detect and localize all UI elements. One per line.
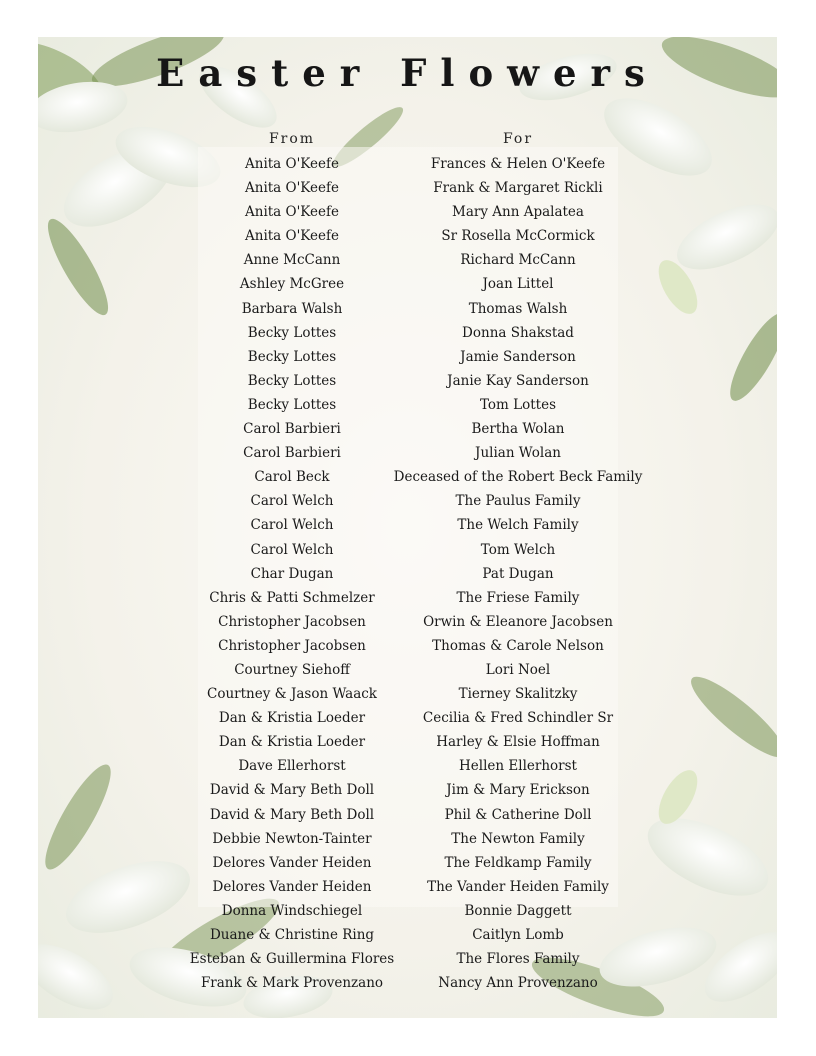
for-name: The Friese Family	[456, 589, 580, 606]
from-name: Becky Lottes	[247, 324, 337, 341]
for-name: The Vander Heiden Family	[427, 878, 609, 895]
from-name: Barbara Walsh	[241, 300, 343, 317]
for-name: Mary Ann Apalatea	[452, 204, 584, 221]
flower-page	[38, 37, 777, 1018]
from-name: Christopher Jacobsen	[218, 613, 366, 630]
for-name: Orwin & Eleanore Jacobsen	[423, 613, 613, 630]
for-column-header: For	[502, 131, 534, 147]
for-name: Janie Kay Sanderson	[447, 372, 589, 389]
from-name: Dan & Kristia Loeder	[218, 710, 366, 727]
for-name: The Flores Family	[456, 951, 580, 968]
for-name: Sr Rosella McCormick	[441, 228, 595, 245]
for-name: Joan Littel	[482, 276, 554, 293]
from-name: Anita O'Keefe	[245, 180, 339, 197]
from-name: Dave Ellerhorst	[238, 758, 346, 775]
from-name: Carol Welch	[250, 541, 334, 558]
for-name: Frank & Margaret Rickli	[433, 180, 603, 197]
page-title: Easter Flowers	[156, 51, 659, 95]
for-name: The Welch Family	[457, 517, 579, 534]
for-name: Julian Wolan	[475, 445, 561, 462]
for-name: Tom Welch	[480, 541, 556, 558]
from-name: Anita O'Keefe	[245, 204, 339, 221]
for-name: The Feldkamp Family	[444, 854, 592, 871]
for-name: Harley & Elsie Hoffman	[436, 734, 600, 751]
from-name: Duane & Christine Ring	[209, 927, 375, 943]
for-name: Caitlyn Lomb	[472, 927, 564, 943]
for-name: Tierney Skalitzky	[458, 686, 578, 703]
for-name: Thomas Walsh	[468, 300, 568, 317]
from-name: Carol Welch	[250, 517, 334, 534]
from-name: Courtney Siehoff	[234, 661, 350, 678]
for-name: Bonnie Daggett	[464, 902, 572, 919]
for-name: Deceased of the Robert Beck Family	[393, 469, 643, 486]
from-name: Carol Barbieri	[243, 421, 341, 438]
from-name: Courtney & Jason Waack	[207, 686, 377, 703]
for-name: Cecilia & Fred Schindler Sr	[422, 710, 614, 727]
from-name: Donna Windschiegel	[221, 902, 363, 919]
from-name: Delores Vander Heiden	[212, 878, 372, 895]
from-name: Dan & Kristia Loeder	[218, 734, 366, 751]
from-name: Frank & Mark Provenzano	[200, 975, 384, 992]
from-name: Christopher Jacobsen	[218, 637, 366, 654]
for-name: Frances & Helen O'Keefe	[430, 156, 606, 172]
from-name: Ashley McGree	[239, 276, 345, 293]
for-name: Hellen Ellerhorst	[459, 758, 577, 775]
from-name: Debbie Newton-Tainter	[212, 830, 372, 847]
for-name: Bertha Wolan	[471, 421, 565, 438]
from-name: Anne McCann	[243, 252, 341, 269]
for-name: Jamie Sanderson	[460, 348, 576, 365]
from-name: Char Dugan	[250, 565, 334, 582]
from-name: Carol Beck	[254, 469, 330, 486]
from-name: Anita O'Keefe	[245, 228, 339, 245]
for-list	[368, 152, 668, 995]
from-name: Carol Barbieri	[243, 445, 341, 462]
for-name: Richard McCann	[460, 252, 576, 269]
from-name: Becky Lottes	[247, 348, 337, 365]
for-name: Lori Noel	[485, 661, 551, 678]
from-name: Chris & Patti Schmelzer	[209, 589, 375, 606]
from-name: David & Mary Beth Doll	[209, 782, 375, 799]
for-name: The Paulus Family	[455, 493, 581, 510]
from-name: Esteban & Guillermina Flores	[189, 951, 395, 968]
from-name: Becky Lottes	[247, 396, 337, 413]
from-name: Carol Welch	[250, 493, 334, 510]
for-name: Phil & Catherine Doll	[444, 806, 592, 823]
for-name: Pat Dugan	[482, 565, 554, 582]
for-name: Jim & Mary Erickson	[446, 782, 590, 799]
for-name: Tom Lottes	[479, 396, 557, 413]
from-name: David & Mary Beth Doll	[209, 806, 375, 823]
from-name: Anita O'Keefe	[245, 156, 339, 172]
for-name: Donna Shakstad	[462, 324, 574, 341]
from-column-header: From	[268, 131, 316, 147]
from-name: Becky Lottes	[247, 372, 337, 389]
for-name: Thomas & Carole Nelson	[432, 637, 604, 654]
from-name: Delores Vander Heiden	[212, 854, 372, 871]
for-name: Nancy Ann Provenzano	[438, 975, 598, 992]
for-name: The Newton Family	[451, 830, 585, 847]
